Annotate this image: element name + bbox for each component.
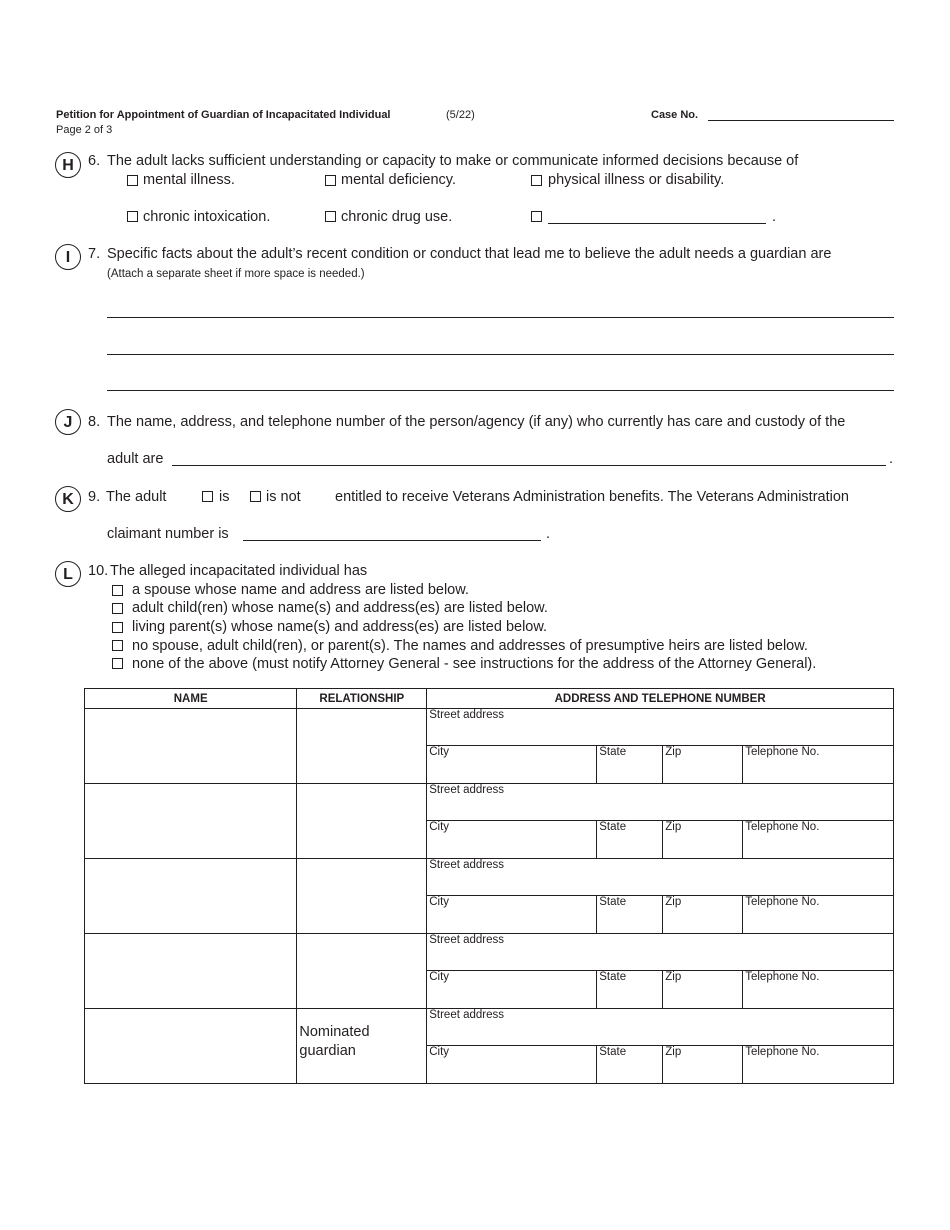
telephone-field[interactable] xyxy=(743,821,893,858)
relationship-cell[interactable] xyxy=(297,934,427,1009)
table-row xyxy=(85,859,894,934)
item-6-text: The adult lacks sufficient understanding or capacity to make or communicate informed decisions because of xyxy=(107,153,799,169)
item-9-text: entitled to receive Veterans Administration benefits. The Veterans Administration xyxy=(335,489,849,505)
checkbox-is[interactable] xyxy=(202,491,213,502)
checkbox-mental-deficiency[interactable] xyxy=(325,175,336,186)
address-cell xyxy=(427,934,894,1009)
period: . xyxy=(772,209,777,225)
item-8-line2: adult are xyxy=(107,451,164,467)
zip-field[interactable] xyxy=(663,1046,743,1083)
name-cell[interactable] xyxy=(85,1009,297,1084)
state-label: State xyxy=(599,896,627,908)
name-cell[interactable] xyxy=(85,859,297,934)
street-address-label: Street address xyxy=(429,859,505,871)
table-row xyxy=(85,709,894,784)
col-header-address: ADDRESS AND TELEPHONE NUMBER xyxy=(427,689,894,709)
option-label: is xyxy=(219,489,230,505)
checkbox-none[interactable] xyxy=(112,658,123,669)
state-label: State xyxy=(599,1046,627,1058)
relatives-table xyxy=(84,688,894,1084)
option-label: a spouse whose name and address are listed below. xyxy=(132,582,469,598)
relationship-cell[interactable] xyxy=(297,1009,427,1084)
street-address-field[interactable] xyxy=(427,934,893,971)
name-cell[interactable] xyxy=(85,934,297,1009)
checkbox-spouse[interactable] xyxy=(112,585,123,596)
city-field[interactable] xyxy=(427,821,597,858)
address-cell xyxy=(427,709,894,784)
checkbox-presumptive-heirs[interactable] xyxy=(112,640,123,651)
facts-line-1[interactable] xyxy=(107,317,894,318)
state-label: State xyxy=(599,821,627,833)
item-9-line2: claimant number is xyxy=(107,526,229,542)
telephone-field[interactable] xyxy=(743,971,893,1008)
table-row xyxy=(85,784,894,859)
city-field[interactable] xyxy=(427,896,597,933)
state-field[interactable] xyxy=(597,821,663,858)
city-field[interactable] xyxy=(427,971,597,1008)
facts-line-2[interactable] xyxy=(107,354,894,355)
city-label: City xyxy=(429,896,450,908)
zip-label: Zip xyxy=(665,746,682,758)
item-9-number: 9. xyxy=(88,489,101,505)
city-field[interactable] xyxy=(427,1046,597,1083)
address-cell xyxy=(427,1009,894,1084)
option-label: no spouse, adult child(ren), or parent(s). The names and addresses of presumptive heirs are listed below. xyxy=(132,638,808,654)
zip-field[interactable] xyxy=(663,821,743,858)
case-no-label: Case No. xyxy=(651,109,699,121)
form-version: (5/22) xyxy=(446,109,475,121)
case-no-field[interactable] xyxy=(708,120,894,121)
address-cell xyxy=(427,784,894,859)
item-10-number: 10. xyxy=(88,563,109,579)
checkbox-chronic-drug-use[interactable] xyxy=(325,211,336,222)
street-address-label: Street address xyxy=(429,1009,505,1021)
checkbox-mental-illness[interactable] xyxy=(127,175,138,186)
option-label: chronic drug use. xyxy=(341,209,453,225)
name-cell[interactable] xyxy=(85,784,297,859)
facts-line-3[interactable] xyxy=(107,390,894,391)
option-label: mental illness. xyxy=(143,172,235,188)
checkbox-adult-children[interactable] xyxy=(112,603,123,614)
address-cell xyxy=(427,859,894,934)
option-label: is not xyxy=(266,489,301,505)
period: . xyxy=(546,526,551,542)
checkbox-living-parents[interactable] xyxy=(112,622,123,633)
zip-label: Zip xyxy=(665,821,682,833)
state-field[interactable] xyxy=(597,746,663,783)
state-field[interactable] xyxy=(597,1046,663,1083)
telephone-label: Telephone No. xyxy=(745,746,820,758)
item-7-text: Specific facts about the adult’s recent condition or conduct that lead me to believe the adult needs a guardian are xyxy=(107,246,832,262)
item-10-text: The alleged incapacitated individual has xyxy=(110,563,368,579)
street-address-field[interactable] xyxy=(427,784,893,821)
telephone-field[interactable] xyxy=(743,746,893,783)
street-address-label: Street address xyxy=(429,934,505,946)
item-6-number: 6. xyxy=(88,153,101,169)
street-address-field[interactable] xyxy=(427,1009,893,1046)
state-field[interactable] xyxy=(597,896,663,933)
telephone-label: Telephone No. xyxy=(745,896,820,908)
zip-field[interactable] xyxy=(663,746,743,783)
street-address-field[interactable] xyxy=(427,709,893,746)
option-label: adult child(ren) whose name(s) and address(es) are listed below. xyxy=(132,600,548,616)
option-label: chronic intoxication. xyxy=(143,209,271,225)
street-address-field[interactable] xyxy=(427,859,893,896)
street-address-label: Street address xyxy=(429,784,505,796)
city-label: City xyxy=(429,1046,450,1058)
state-label: State xyxy=(599,746,627,758)
telephone-field[interactable] xyxy=(743,1046,893,1083)
name-cell[interactable] xyxy=(85,709,297,784)
other-reason-field[interactable] xyxy=(548,223,766,224)
street-address-label: Street address xyxy=(429,709,505,721)
section-l-marker: L xyxy=(55,561,81,587)
telephone-label: Telephone No. xyxy=(745,1046,820,1058)
telephone-field[interactable] xyxy=(743,896,893,933)
period: . xyxy=(889,451,894,467)
state-label: State xyxy=(599,971,627,983)
table-row xyxy=(85,1009,894,1084)
item-8-number: 8. xyxy=(88,414,101,430)
section-i-marker: I xyxy=(55,244,81,270)
item-7-number: 7. xyxy=(88,246,101,262)
col-header-relationship: RELATIONSHIP xyxy=(297,689,427,709)
city-field[interactable] xyxy=(427,746,597,783)
relationship-value: Nominated guardian xyxy=(299,1024,370,1059)
section-h-marker: H xyxy=(55,152,81,178)
relationship-cell[interactable] xyxy=(297,859,427,934)
zip-field[interactable] xyxy=(663,971,743,1008)
telephone-label: Telephone No. xyxy=(745,821,820,833)
option-label: living parent(s) whose name(s) and address(es) are listed below. xyxy=(132,619,548,635)
relationship-cell[interactable] xyxy=(297,784,427,859)
state-field[interactable] xyxy=(597,971,663,1008)
col-header-name: NAME xyxy=(85,689,297,709)
checkbox-physical-illness[interactable] xyxy=(531,175,542,186)
zip-field[interactable] xyxy=(663,896,743,933)
zip-label: Zip xyxy=(665,971,682,983)
zip-label: Zip xyxy=(665,896,682,908)
checkbox-other[interactable] xyxy=(531,211,542,222)
option-label: none of the above (must notify Attorney General - see instructions for the address of the Attorney General). xyxy=(132,656,817,672)
option-label: physical illness or disability. xyxy=(548,172,725,188)
city-label: City xyxy=(429,746,450,758)
table-header-row xyxy=(85,689,894,709)
telephone-label: Telephone No. xyxy=(745,971,820,983)
form-title: Petition for Appointment of Guardian of Incapacitated Individual xyxy=(56,109,391,121)
zip-label: Zip xyxy=(665,1046,682,1058)
custodian-field[interactable] xyxy=(172,465,886,466)
section-k-marker: K xyxy=(55,486,81,512)
table-row xyxy=(85,934,894,1009)
claimant-number-field[interactable] xyxy=(243,540,541,541)
checkbox-is-not[interactable] xyxy=(250,491,261,502)
option-label: mental deficiency. xyxy=(341,172,456,188)
item-9-lead: The adult xyxy=(106,489,167,505)
relationship-cell[interactable] xyxy=(297,709,427,784)
city-label: City xyxy=(429,971,450,983)
page-number: Page 2 of 3 xyxy=(56,124,113,136)
city-label: City xyxy=(429,821,450,833)
item-7-note: (Attach a separate sheet if more space is needed.) xyxy=(107,268,365,280)
section-j-marker: J xyxy=(55,409,81,435)
checkbox-chronic-intoxication[interactable] xyxy=(127,211,138,222)
item-8-text: The name, address, and telephone number of the person/agency (if any) who currently has care and custody of the xyxy=(107,414,846,430)
